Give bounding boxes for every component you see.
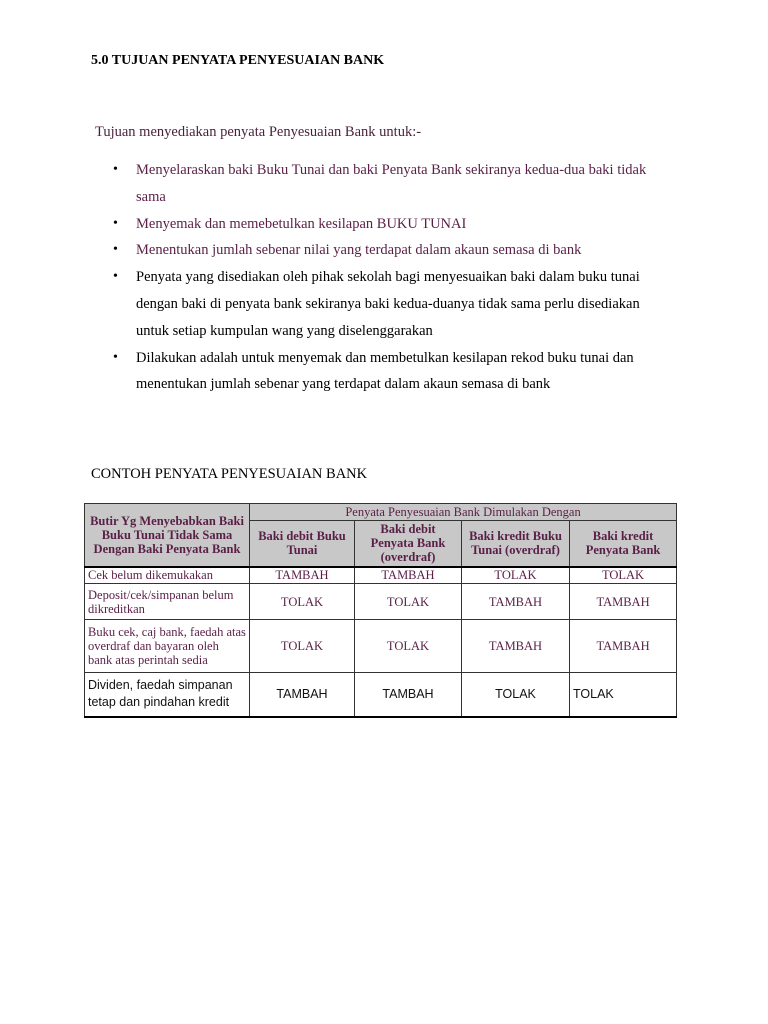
table-cell: TOLAK [250,584,355,620]
table-row [85,620,677,673]
list-item-text: Dilakukan adalah untuk menyemak dan membetulkan kesilapan rekod buku tunai dan menentukan jumlah sebenar yang terdapat dalam akaun semasa di bank [136,349,634,393]
column-header: Baki debit Penyata Bank (overdraf) [355,521,462,567]
table-row [85,567,677,584]
row-label: Deposit/cek/simpanan belum dikreditkan [85,584,250,620]
table-cell: TAMBAH [570,584,677,620]
table-cell: TOLAK [570,567,677,584]
column-header: Baki debit Buku Tunai [250,521,355,567]
corner-header: Butir Yg Menyebabkan Baki Buku Tunai Tidak Sama Dengan Baki Penyata Bank [85,504,250,567]
column-header: Baki kredit Penyata Bank [570,521,677,567]
table-cell: TAMBAH [250,567,355,584]
table-row [85,584,677,620]
list-item [113,237,673,264]
table-row [85,673,677,717]
list-item [113,211,673,238]
list-item-text: Penyata yang disediakan oleh pihak sekolah bagi menyesuaikan baki dalam buku tunai dengan baki di penyata bank sekiranya baki kedua-duanya tidak sama perlu disediakan untuk setiap kumpulan wang yang diselenggarakan [136,269,640,339]
table-cell: TOLAK [570,673,677,717]
row-label: Dividen, faedah simpanan tetap dan pindahan kredit [85,673,250,717]
table-cell: TAMBAH [355,673,462,717]
row-label: Buku cek, caj bank, faedah atas overdraf dan bayaran oleh bank atas perintah sedia [85,620,250,673]
table-cell: TOLAK [355,620,462,673]
table-cell: TOLAK [462,673,570,717]
table-cell: TAMBAH [355,567,462,584]
list-item-text: Menyelaraskan baki Buku Tunai dan baki Penyata Bank sekiranya kedua-dua baki tidak sama [136,162,647,205]
intro-text: Tujuan menyediakan penyata Penyesuaian Bank untuk:- [95,124,422,140]
list-item-text: Menyemak dan memebetulkan kesilapan BUKU TUNAI [136,215,467,232]
list-item-text: Menentukan jumlah sebenar nilai yang terdapat dalam akaun semasa di bank [136,242,582,259]
table-cell: TOLAK [355,584,462,620]
column-header: Baki kredit Buku Tunai (overdraf) [462,521,570,567]
group-header: Penyata Penyesuaian Bank Dimulakan Dengan [250,504,677,521]
reconciliation-table [84,503,677,718]
table-cell: TAMBAH [462,620,570,673]
list-item [113,264,673,344]
table-cell: TOLAK [462,567,570,584]
table-cell: TAMBAH [570,620,677,673]
table-title: CONTOH PENYATA PENYESUAIAN BANK [91,466,368,482]
section-heading: 5.0 TUJUAN PENYATA PENYESUAIAN BANK [91,53,385,68]
list-item [113,157,673,211]
table-cell: TOLAK [250,620,355,673]
row-label: Cek belum dikemukakan [85,567,250,584]
list-item [113,345,673,399]
table-cell: TAMBAH [250,673,355,717]
purpose-list [113,157,673,398]
table-cell: TAMBAH [462,584,570,620]
